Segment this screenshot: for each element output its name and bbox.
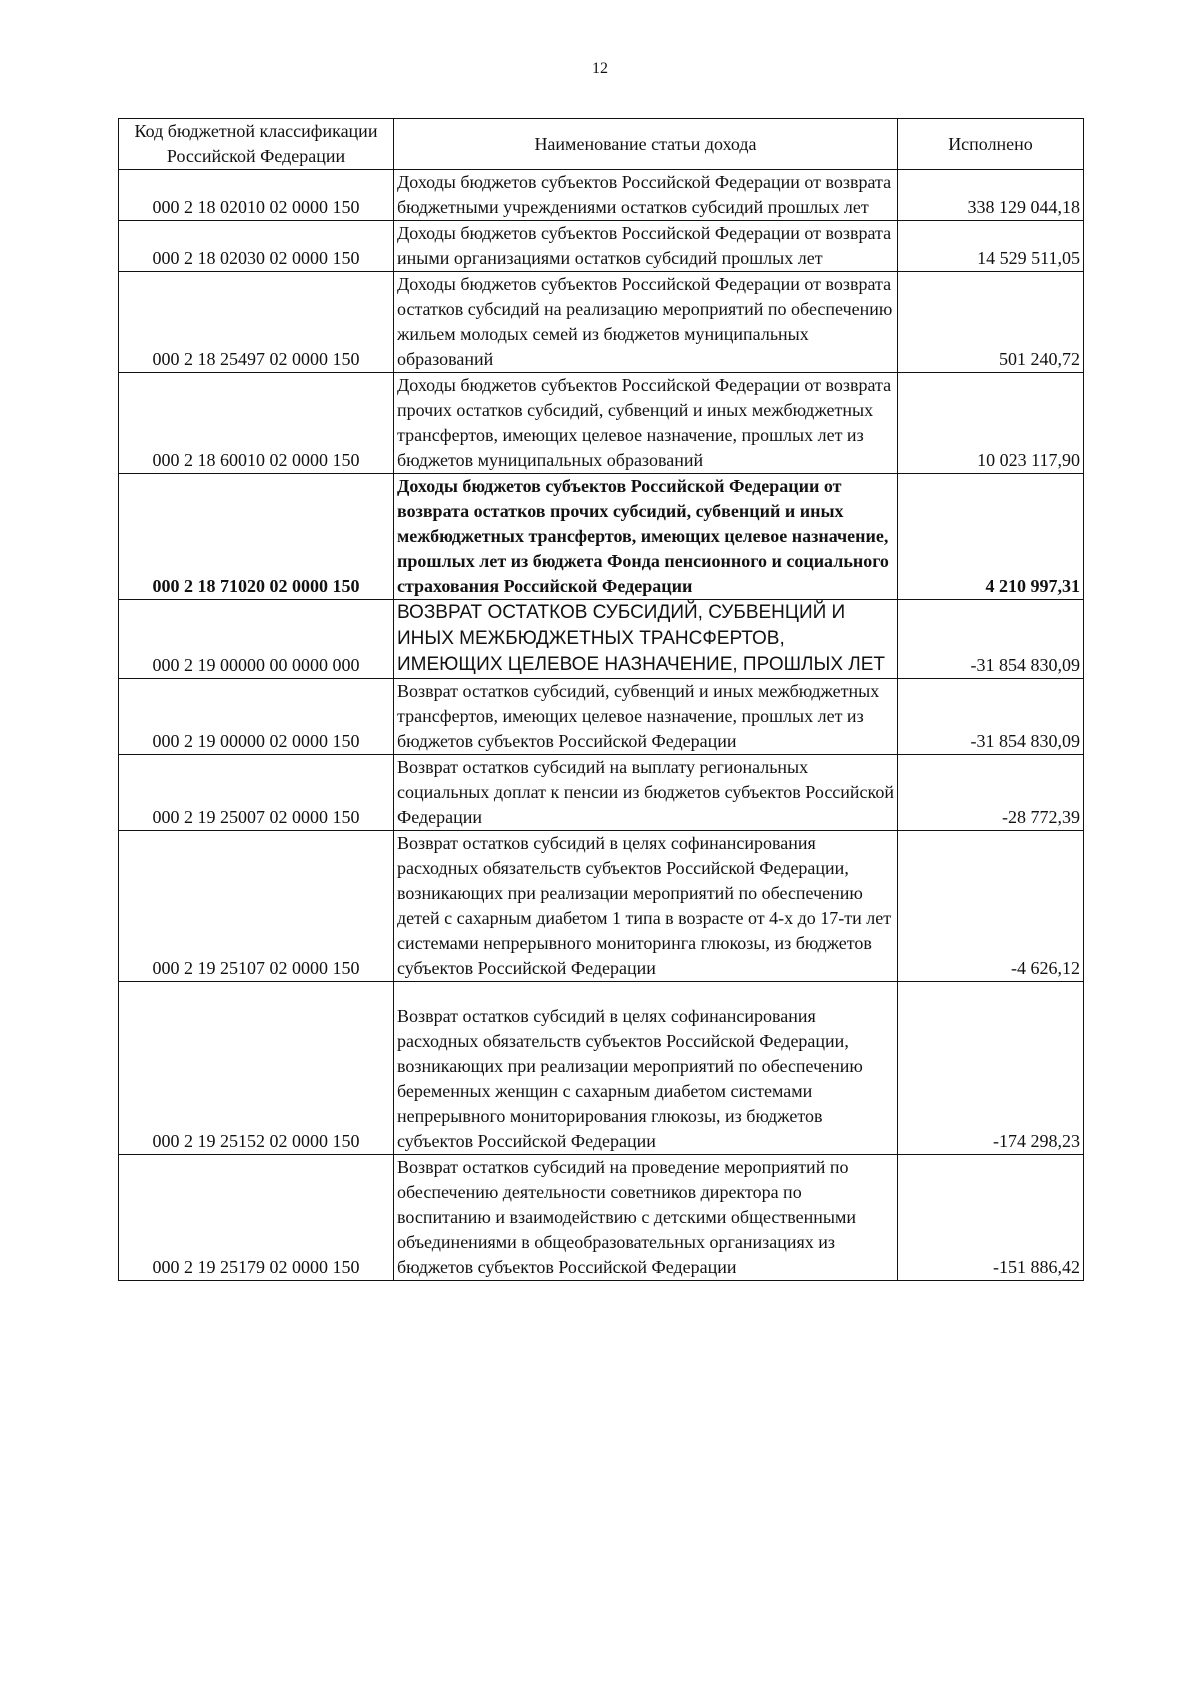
row-code: 000 2 19 25179 02 0000 150	[119, 1155, 394, 1281]
row-amount: 501 240,72	[898, 272, 1084, 373]
header-name: Наименование статьи дохода	[394, 119, 898, 170]
row-amount: 4 210 997,31	[898, 474, 1084, 600]
row-name: Возврат остатков субсидий, субвенций и иных межбюджетных трансфертов, имеющих целевое назначение, прошлых лет из бюджетов субъектов Российской Федерации	[394, 679, 898, 755]
table-body	[119, 170, 1084, 1281]
table-row	[119, 982, 1084, 1155]
table-row	[119, 600, 1084, 679]
row-name: Доходы бюджетов субъектов Российской Федерации от возврата прочих остатков субсидий, субвенций и иных межбюджетных трансфертов, имеющих целевое назначение, прошлых лет из бюджетов муниципальных образований	[394, 373, 898, 474]
header-code: Код бюджетной классификации Российской Федерации	[119, 119, 394, 170]
row-name: Возврат остатков субсидий на выплату региональных социальных доплат к пенсии из бюджетов субъектов Российской Федерации	[394, 755, 898, 831]
row-code: 000 2 19 25007 02 0000 150	[119, 755, 394, 831]
header-executed: Исполнено	[898, 119, 1084, 170]
row-amount: -28 772,39	[898, 755, 1084, 831]
row-name: Доходы бюджетов субъектов Российской Федерации от возврата иными организациями остатков субсидий прошлых лет	[394, 221, 898, 272]
row-amount: -151 886,42	[898, 1155, 1084, 1281]
row-code: 000 2 18 02030 02 0000 150	[119, 221, 394, 272]
row-name: Доходы бюджетов субъектов Российской Федерации от возврата остатков субсидий на реализацию мероприятий по обеспечению жильем молодых семей из бюджетов муниципальных образований	[394, 272, 898, 373]
page-number: 12	[592, 60, 608, 77]
row-code: 000 2 18 71020 02 0000 150	[119, 474, 394, 600]
row-name: ВОЗВРАТ ОСТАТКОВ СУБСИДИЙ, СУБВЕНЦИЙ И ИНЫХ МЕЖБЮДЖЕТНЫХ ТРАНСФЕРТОВ, ИМЕЮЩИХ ЦЕЛЕВОЕ НАЗНАЧЕНИЕ, ПРОШЛЫХ ЛЕТ	[394, 600, 898, 679]
table-row	[119, 221, 1084, 272]
row-amount: -31 854 830,09	[898, 679, 1084, 755]
row-amount: -4 626,12	[898, 831, 1084, 982]
row-code: 000 2 18 02010 02 0000 150	[119, 170, 394, 221]
table-row	[119, 1155, 1084, 1281]
row-code: 000 2 19 25152 02 0000 150	[119, 982, 394, 1155]
row-code: 000 2 18 25497 02 0000 150	[119, 272, 394, 373]
row-amount: -174 298,23	[898, 982, 1084, 1155]
row-amount: 14 529 511,05	[898, 221, 1084, 272]
row-amount: 10 023 117,90	[898, 373, 1084, 474]
table-row	[119, 831, 1084, 982]
row-name: Возврат остатков субсидий в целях софинансирования расходных обязательств субъектов Российской Федерации, возникающих при реализации мероприятий по обеспечению беременных женщин с сахарным диабетом системами непрерывного мониторирования глюкозы, из бюджетов субъектов Российской Федерации	[394, 982, 898, 1155]
table-row	[119, 373, 1084, 474]
table-row	[119, 474, 1084, 600]
table-row	[119, 679, 1084, 755]
row-name: Возврат остатков субсидий на проведение мероприятий по обеспечению деятельности советников директора по воспитанию и взаимодействию с детскими общественными объединениями в общеобразовательных организациях из бюджетов субъектов Российской Федерации	[394, 1155, 898, 1281]
row-amount: 338 129 044,18	[898, 170, 1084, 221]
row-name: Доходы бюджетов субъектов Российской Федерации от возврата остатков прочих субсидий, субвенций и иных межбюджетных трансфертов, имеющих целевое назначение, прошлых лет из бюджета Фонда пенсионного и социального страхования Российской Федерации	[394, 474, 898, 600]
row-name: Доходы бюджетов субъектов Российской Федерации от возврата бюджетными учреждениями остатков субсидий прошлых лет	[394, 170, 898, 221]
row-amount: -31 854 830,09	[898, 600, 1084, 679]
header-row	[119, 119, 1084, 170]
row-code: 000 2 19 00000 02 0000 150	[119, 679, 394, 755]
table-row	[119, 272, 1084, 373]
row-code: 000 2 19 00000 00 0000 000	[119, 600, 394, 679]
row-name: Возврат остатков субсидий в целях софинансирования расходных обязательств субъектов Российской Федерации, возникающих при реализации мероприятий по обеспечению детей с сахарным диабетом 1 типа в возрасте от 4-х до 17-ти лет системами непрерывного мониторинга глюкозы, из бюджетов субъектов Российской Федерации	[394, 831, 898, 982]
table-header	[119, 119, 1084, 170]
table-row	[119, 170, 1084, 221]
row-code: 000 2 18 60010 02 0000 150	[119, 373, 394, 474]
row-code: 000 2 19 25107 02 0000 150	[119, 831, 394, 982]
revenue-table	[118, 118, 1084, 1281]
table-row	[119, 755, 1084, 831]
